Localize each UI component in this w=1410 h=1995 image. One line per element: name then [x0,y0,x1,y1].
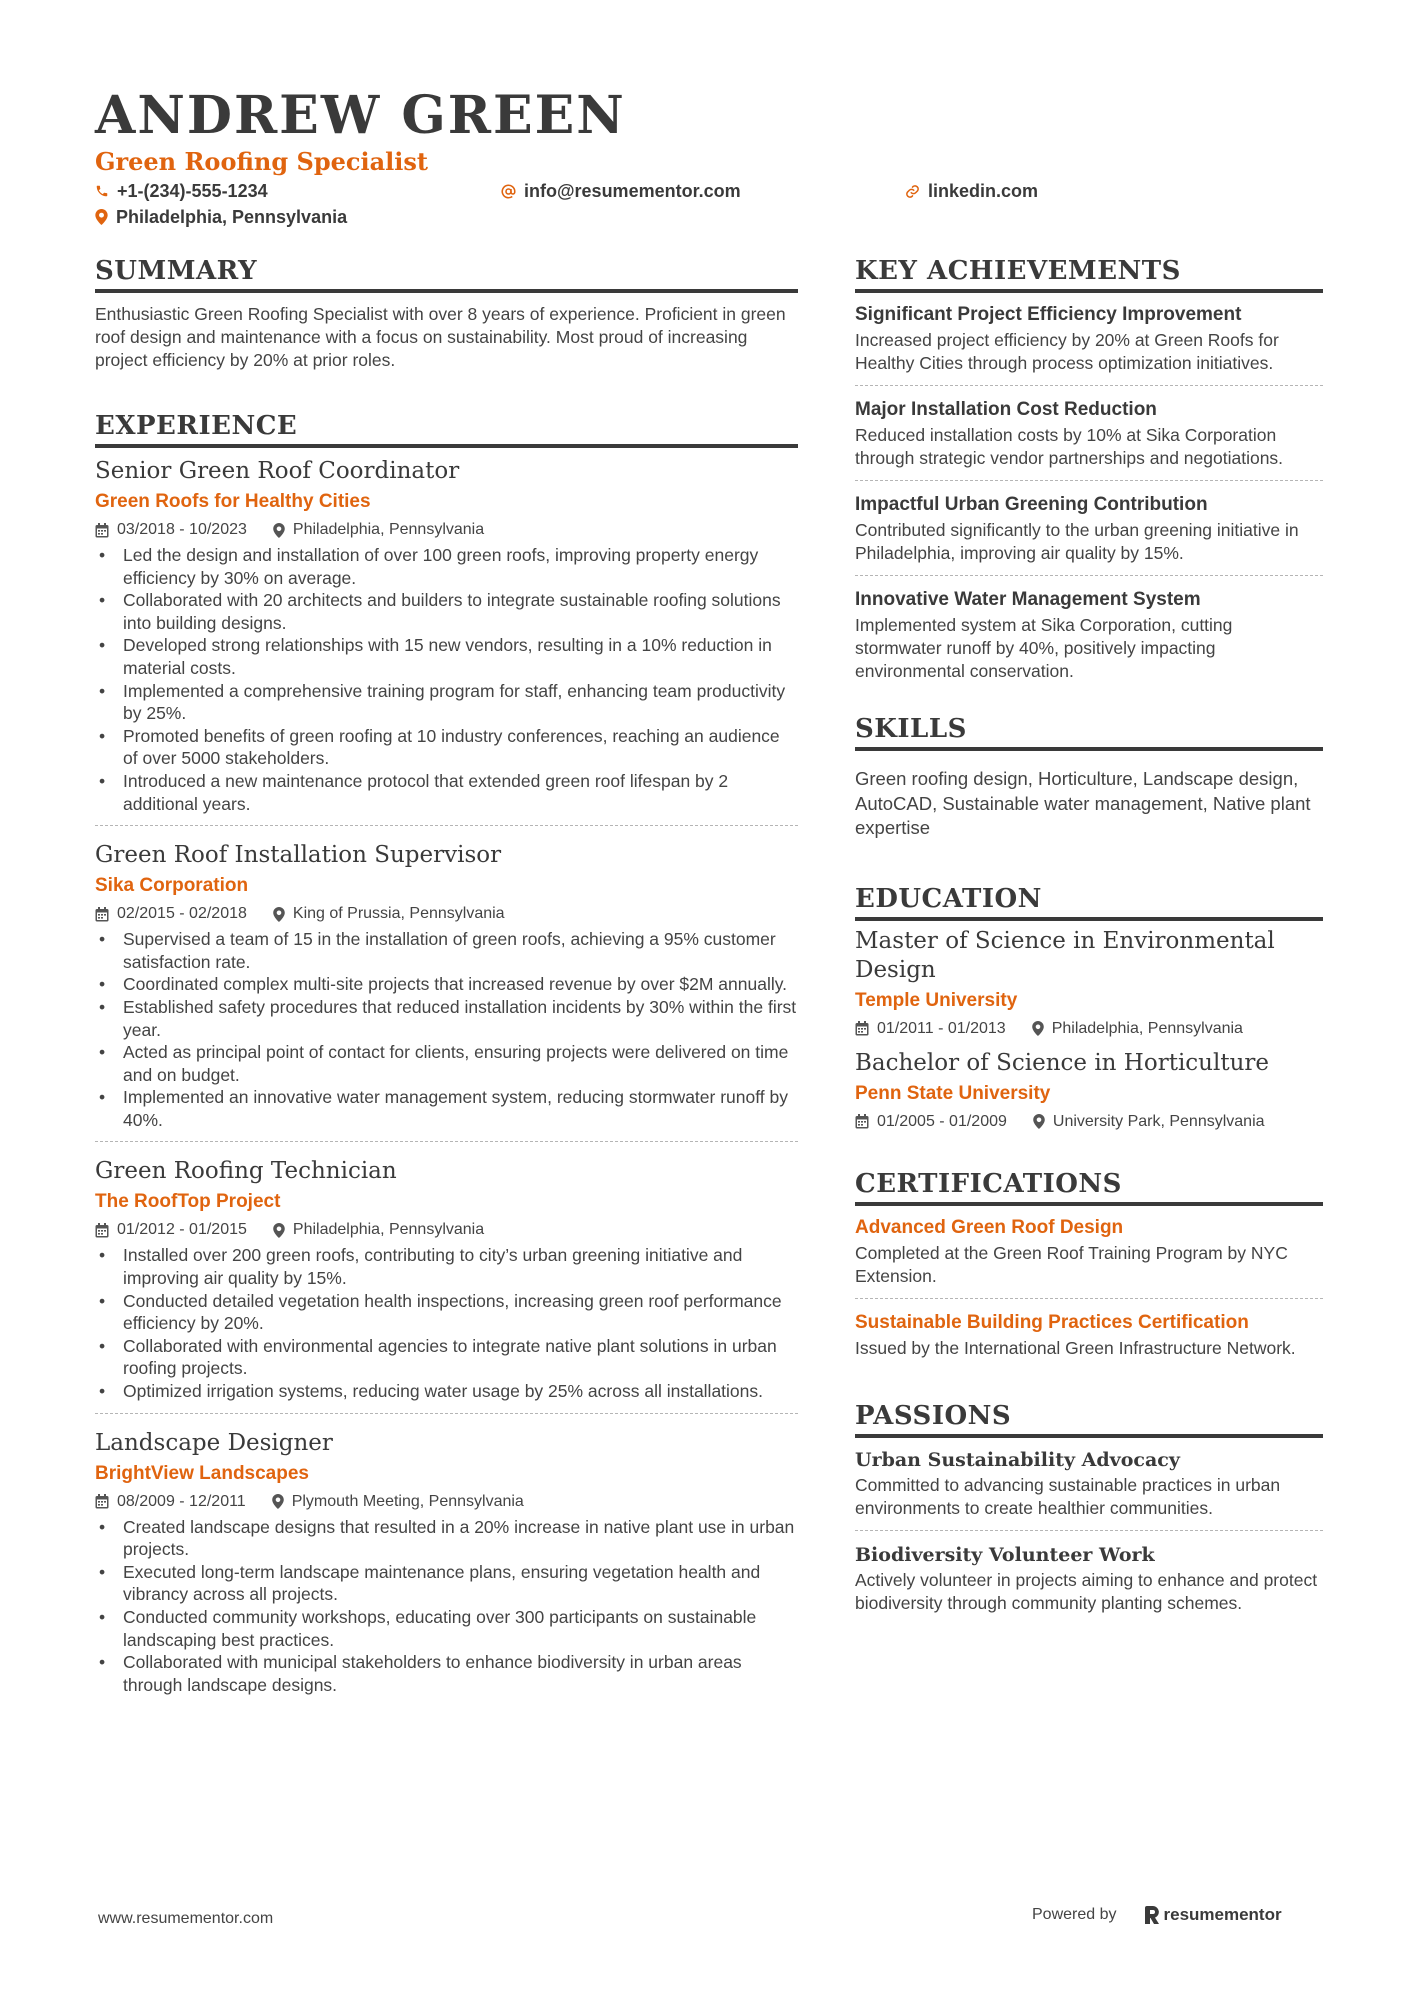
job-bullet: • Promoted benefits of green roofing at 10 industry conferences, reaching an audience of over 5000 stakeholders. [95,725,798,770]
summary-section [95,255,798,372]
job-entry [95,456,798,826]
job-bullet: • Installed over 200 green roofs, contributing to city’s urban greening initiative and improving air quality by 15%. [95,1244,798,1289]
calendar-icon [95,907,109,922]
job-entry [95,840,798,1142]
meta-row [855,1017,1323,1041]
degree-title: Bachelor of Science in Horticulture [855,1049,1270,1076]
location [1033,1110,1265,1134]
experience-section [95,410,798,1706]
email-contact[interactable] [501,178,905,204]
job-bullet: • Optimized irrigation systems, reducing water usage by 25% across all installations. [95,1380,798,1403]
linkedin-text: linkedin.com [928,181,1039,201]
location [273,902,505,926]
job-bullet: • Executed long-term landscape maintenance plans, ensuring vegetation health and vibrancy across all projects. [95,1561,798,1606]
certification-list [855,1214,1323,1370]
date-range [95,1218,247,1242]
left-column [95,255,798,1720]
summary-heading: SUMMARY [95,255,798,293]
passion-item [855,1446,1323,1531]
job-bullet: • Collaborated with environmental agencies to integrate native plant solutions in urban roofing projects. [95,1335,798,1380]
location-text: Philadelphia, Pennsylvania [292,1221,485,1239]
passions-heading: PASSIONS [855,1400,1323,1438]
experience-heading: EXPERIENCE [95,410,798,448]
location [273,1218,484,1242]
brand-logo[interactable] [1145,1905,1282,1925]
location-contact [95,204,347,230]
education-item [855,1049,1323,1142]
job-bullets [95,1244,798,1402]
meta-row [95,1490,798,1514]
at-icon [501,184,516,199]
location-text: Philadelphia, Pennsylvania [292,521,485,538]
phone-text: +1-(234)-555-1234 [117,181,268,201]
candidate-title: Green Roofing Specialist [95,147,428,176]
certification-title: Advanced Green Roof Design [855,1216,1124,1238]
location-pin-icon [273,1223,285,1238]
job-bullet: • Conducted community workshops, educating over 300 participants on sustainable landscaping best practices. [95,1606,798,1651]
certifications-heading: CERTIFICATIONS [855,1168,1323,1206]
brand-name: resumementor [1163,1905,1282,1924]
passion-item [855,1541,1323,1625]
certification-text: Issued by the International Green Infrastructure Network. [855,1337,1296,1358]
location-pin-icon [1033,1114,1045,1129]
job-bullet: • Conducted detailed vegetation health inspections, increasing green roof performance efficiency by 20%. [95,1290,798,1335]
company-name: BrightView Landscapes [95,1462,309,1484]
education-list [855,927,1323,1142]
achievement-item [855,301,1323,386]
company-name: Sika Corporation [95,875,249,897]
footer-powered-by [1032,1905,1282,1925]
right-column [855,255,1323,1635]
job-bullet: • Implemented an innovative water management system, reducing stormwater runoff by 40%. [95,1086,798,1131]
achievement-text: Implemented system at Sika Corporation, cutting stormwater runoff by 40%, positively impacting environmental conservation. [855,615,1233,681]
meta-row [95,1218,798,1242]
job-bullet: • Established safety procedures that reduced installation incidents by 30% within the first year. [95,996,798,1041]
location-pin-icon [1032,1021,1044,1036]
job-bullet: • Developed strong relationships with 15 new vendors, resulting in a 10% reduction in material costs. [95,634,798,679]
date-range [95,902,247,926]
company-name: The RoofTop Project [95,1191,281,1213]
school-name: Penn State University [855,1082,1051,1104]
location-text: Plymouth Meeting, Pennsylvania [291,1492,524,1510]
company-name: Green Roofs for Healthy Cities [95,491,371,512]
location-text: King of Prussia, Pennsylvania [292,905,505,923]
location [272,1490,524,1514]
education-heading: EDUCATION [855,883,1323,921]
certification-title: Sustainable Building Practices Certification [855,1311,1249,1333]
passions-section [855,1400,1323,1625]
powered-by-label: Powered by [1032,1906,1117,1923]
school-name: Temple University [855,989,1018,1011]
certifications-section [855,1168,1323,1370]
job-bullet: • Collaborated with municipal stakeholders to enhance biodiversity in urban areas through landscape designs. [95,1651,798,1696]
location-pin-icon [272,1494,284,1509]
date-text: 03/2018 - 10/2023 [117,521,247,538]
location-text: Philadelphia, Pennsylvania [1051,1019,1243,1037]
location-text: Philadelphia, Pennsylvania [116,207,348,227]
date-text: 02/2015 - 02/2018 [117,905,247,923]
contact-row-2 [95,204,1325,230]
achievement-item [855,396,1323,481]
job-bullet: • Supervised a team of 15 in the installation of green roofs, achieving a 95% customer satisfaction rate. [95,928,798,973]
location-text: University Park, Pennsylvania [1052,1112,1265,1130]
passion-title: Urban Sustainability Advocacy [855,1448,1180,1471]
calendar-icon [855,1114,869,1129]
meta-row [95,518,798,542]
date-range [95,1490,246,1514]
job-entry [95,1428,798,1707]
degree-title: Master of Science in Environmental Design [855,927,1275,983]
location-pin-icon [273,907,285,922]
link-icon [905,184,920,199]
achievement-list [855,301,1323,693]
date-range [855,1017,1006,1041]
location-pin-icon [273,523,285,538]
resumementor-logo-icon [1145,1906,1159,1924]
date-text: 01/2005 - 01/2009 [877,1112,1007,1130]
job-title: Senior Green Roof Coordinator [95,458,460,484]
achievements-heading: KEY ACHIEVEMENTS [855,255,1323,293]
job-entry [95,1156,798,1413]
meta-row [95,902,798,926]
calendar-icon [95,523,109,538]
date-range [95,518,247,542]
resume-header [95,86,1325,230]
candidate-name: ANDREW GREEN [95,85,626,146]
skills-heading: SKILLS [855,713,1323,751]
linkedin-contact[interactable] [905,178,1038,204]
achievements-section [855,255,1323,693]
achievement-text: Contributed significantly to the urban greening initiative in Philadelphia, improving air quality by 15%. [855,520,1299,563]
job-bullet: • Coordinated complex multi-site projects that increased revenue by over $2M annually. [95,973,798,996]
job-bullets [95,928,798,1131]
meta-row [855,1110,1323,1134]
job-bullet: • Introduced a new maintenance protocol that extended green roof lifespan by 2 additional years. [95,770,798,815]
calendar-icon [95,1223,109,1238]
location [273,518,484,542]
job-bullets [95,544,798,815]
date-text: 01/2012 - 01/2015 [117,1221,247,1239]
achievement-title: Innovative Water Management System [855,589,1201,610]
job-title: Green Roof Installation Supervisor [95,842,502,869]
achievement-title: Major Installation Cost Reduction [855,399,1157,420]
calendar-icon [95,1494,109,1509]
job-title: Landscape Designer [95,1429,333,1456]
phone-icon [95,184,109,198]
job-bullet: • Created landscape designs that resulted in a 20% increase in native plant use in urban projects. [95,1516,798,1561]
passion-list [855,1446,1323,1625]
email-text: info@resumementor.com [524,181,741,201]
job-bullet: • Led the design and installation of over 100 green roofs, improving property energy efficiency by 30% on average. [95,544,798,589]
achievement-text: Increased project efficiency by 20% at Green Roofs for Healthy Cities through process optimization initiatives. [855,330,1279,373]
achievement-title: Significant Project Efficiency Improvement [855,304,1242,325]
job-list [95,456,798,1706]
footer-website[interactable]: www.resumementor.com [98,1910,274,1927]
date-range [855,1110,1007,1134]
calendar-icon [855,1021,869,1036]
achievement-title: Impactful Urban Greening Contribution [855,494,1208,515]
achievement-item [855,491,1323,576]
location-pin-icon [95,209,108,225]
job-title: Green Roofing Technician [95,1158,397,1185]
date-text: 01/2011 - 01/2013 [877,1019,1006,1037]
passion-title: Biodiversity Volunteer Work [855,1543,1155,1566]
passion-text: Actively volunteer in projects aiming to enhance and protect biodiversity through community planting schemes. [855,1569,1318,1613]
certification-text: Completed at the Green Roof Training Program by NYC Extension. [855,1242,1288,1286]
education-section [855,883,1323,1142]
skills-text: Green roofing design, Horticulture, Landscape design, AutoCAD, Sustainable water management, Native plant expertise [855,768,1311,838]
certification-item [855,1214,1323,1299]
achievement-text: Reduced installation costs by 10% at Sika Corporation through strategic vendor partnerships and negotiations. [855,425,1284,468]
contact-row-1 [95,178,1325,204]
education-item [855,927,1323,1049]
achievement-item [855,586,1323,693]
location [1032,1017,1243,1041]
summary-text: Enthusiastic Green Roofing Specialist with over 8 years of experience. Proficient in green roof design and maintenance with a focus on sustainability. Most proud of increasing project efficiency by 20% at prior roles. [95,304,786,370]
job-bullet: • Implemented a comprehensive training program for staff, enhancing team productivity by 25%. [95,680,798,725]
job-bullet: • Acted as principal point of contact for clients, ensuring projects were delivered on time and on budget. [95,1041,798,1086]
job-bullets [95,1516,798,1697]
date-text: 08/2009 - 12/2011 [117,1492,246,1510]
certification-item [855,1309,1323,1370]
phone-contact[interactable] [95,178,501,204]
passion-text: Committed to advancing sustainable practices in urban environments to create healthier communities. [855,1474,1281,1518]
job-bullet: • Collaborated with 20 architects and builders to integrate sustainable roofing solutions into building designs. [95,589,798,634]
skills-section [855,713,1323,841]
